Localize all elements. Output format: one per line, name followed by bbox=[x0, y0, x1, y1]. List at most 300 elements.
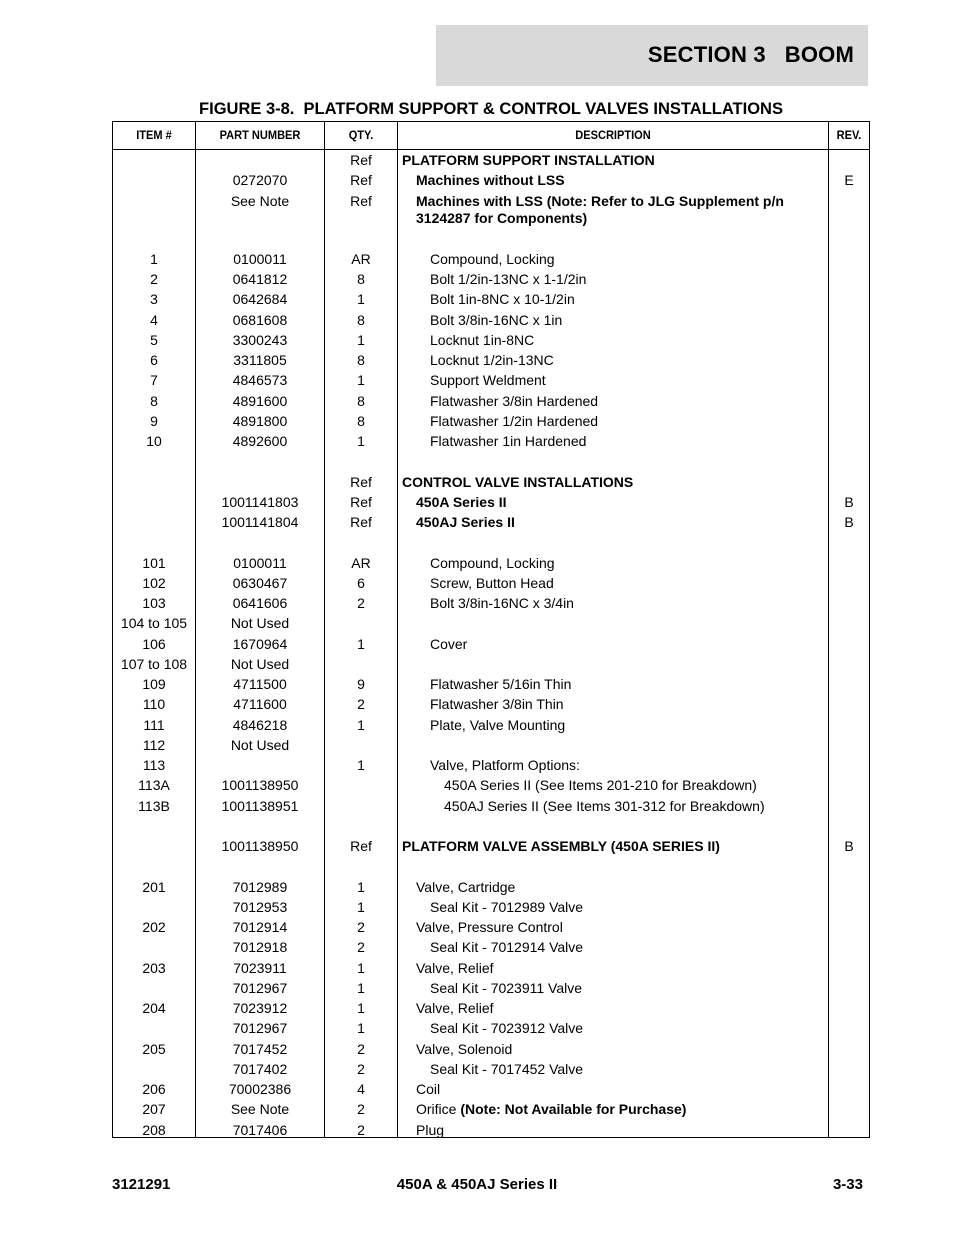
table-row bbox=[113, 1122, 869, 1142]
description-cell bbox=[400, 332, 850, 349]
part-number-cell-text: 7017402 bbox=[232, 1060, 288, 1077]
item-cell bbox=[113, 251, 195, 268]
part-number-cell bbox=[195, 1101, 325, 1118]
item-cell bbox=[113, 413, 195, 430]
description-cell-text: Machines with LSS (Note: Refer to JLG Supplement p/n 3124287 for Components) bbox=[416, 192, 784, 226]
qty-cell-text: 8 bbox=[357, 392, 365, 409]
item-cell bbox=[113, 575, 195, 592]
qty-cell bbox=[325, 291, 397, 308]
figure-title: FIGURE 3-8. PLATFORM SUPPORT & CONTROL VALVES INSTALLATIONS bbox=[199, 100, 783, 118]
item-cell bbox=[113, 656, 195, 673]
table-row bbox=[113, 960, 869, 980]
qty-cell-text: Ref bbox=[350, 514, 372, 530]
qty-cell-text: AR bbox=[351, 554, 371, 571]
qty-cell bbox=[325, 352, 397, 369]
description-cell-text: 450A Series II (See Items 201-210 for Breakdown) bbox=[444, 777, 757, 794]
part-number-cell bbox=[195, 899, 325, 916]
table-row bbox=[113, 1020, 869, 1040]
description-cell-text: Bolt 3/8in-16NC x 1in bbox=[430, 311, 563, 328]
part-number-cell-text: Not Used bbox=[230, 615, 290, 632]
table-row bbox=[113, 172, 869, 192]
qty-cell bbox=[325, 372, 397, 389]
parts-table bbox=[112, 121, 870, 1138]
rev-cell-text: B bbox=[844, 493, 854, 510]
qty-cell-text: Ref bbox=[350, 152, 372, 168]
qty-cell bbox=[325, 919, 397, 936]
item-cell bbox=[113, 717, 195, 734]
qty-cell bbox=[325, 514, 397, 531]
description-cell-text: Flatwasher 1/2in Hardened bbox=[430, 412, 599, 429]
part-number-cell-text: 1001138950 bbox=[221, 838, 299, 854]
part-number-cell-text: 7012918 bbox=[232, 939, 288, 956]
item-cell bbox=[113, 1000, 195, 1017]
item-cell-text: 3 bbox=[150, 291, 158, 308]
qty-cell-text: AR bbox=[351, 250, 371, 267]
description-cell-text: Orifice bbox=[416, 1101, 461, 1118]
item-cell-text: 106 bbox=[142, 635, 166, 652]
part-number-cell bbox=[195, 393, 325, 410]
description-cell bbox=[400, 372, 850, 389]
part-number-cell bbox=[195, 312, 325, 329]
part-number-cell bbox=[195, 919, 325, 936]
description-cell bbox=[400, 1101, 836, 1118]
part-number-cell bbox=[195, 514, 325, 531]
qty-cell bbox=[325, 899, 397, 916]
qty-cell bbox=[325, 939, 397, 956]
part-number-cell-text: 4846218 bbox=[232, 716, 288, 733]
qty-cell bbox=[325, 172, 397, 189]
table-row bbox=[113, 474, 869, 494]
description-cell-text: Bolt 3/8in-16NC x 3/4in bbox=[430, 595, 574, 611]
description-cell-text: Flatwasher 1in Hardened bbox=[430, 433, 587, 449]
qty-cell bbox=[325, 555, 397, 572]
qty-cell bbox=[325, 152, 397, 169]
part-number-cell-text: 0100011 bbox=[233, 554, 287, 571]
item-cell bbox=[113, 271, 195, 288]
description-cell-text: Valve, Solenoid bbox=[416, 1040, 513, 1057]
description-cell-text: Flatwasher 3/8in Thin bbox=[430, 696, 564, 713]
description-cell bbox=[400, 676, 850, 693]
item-cell bbox=[113, 352, 195, 369]
description-cell-text: Seal Kit - 7012989 Valve bbox=[430, 898, 584, 915]
qty-cell-text: 1 bbox=[357, 635, 365, 652]
item-cell bbox=[113, 636, 195, 653]
description-cell-text: Seal Kit - 7023912 Valve bbox=[430, 1020, 584, 1037]
description-cell-text: Compound, Locking bbox=[430, 250, 555, 267]
qty-cell-text: Ref bbox=[350, 838, 372, 854]
description-cell bbox=[400, 271, 850, 288]
description-cell-text: Bolt 1in-8NC x 10-1/2in bbox=[430, 291, 575, 308]
rev-cell bbox=[829, 172, 869, 189]
qty-cell-text: 1 bbox=[357, 979, 365, 996]
part-number-cell-text: Not Used bbox=[230, 736, 290, 753]
part-number-cell-text: 4846573 bbox=[232, 372, 288, 389]
rev-cell-text: E bbox=[844, 172, 854, 189]
description-cell bbox=[400, 152, 822, 169]
table-row bbox=[113, 1081, 869, 1101]
part-number-cell bbox=[195, 939, 325, 956]
description-cell bbox=[400, 172, 836, 189]
description-cell-text: PLATFORM SUPPORT INSTALLATION bbox=[402, 152, 655, 168]
part-number-cell-text: 0272070 bbox=[232, 172, 288, 189]
description-cell bbox=[400, 575, 850, 592]
item-cell-text: 10 bbox=[146, 433, 162, 449]
item-cell bbox=[113, 798, 195, 815]
header-description: DESCRIPTION bbox=[575, 128, 651, 142]
table-row bbox=[113, 575, 869, 595]
part-number-cell-text: 1001138950 bbox=[221, 777, 299, 794]
table-row bbox=[113, 1000, 869, 1020]
qty-cell-text: 2 bbox=[357, 696, 365, 713]
description-cell bbox=[400, 555, 850, 572]
part-number-cell-text: 4892600 bbox=[232, 433, 288, 449]
part-number-cell-text: 0641812 bbox=[232, 271, 288, 287]
description-cell bbox=[400, 474, 822, 491]
table-row bbox=[113, 534, 869, 554]
item-cell bbox=[113, 595, 195, 612]
qty-cell-text: 1 bbox=[357, 898, 365, 915]
part-number-cell-text: 4711500 bbox=[233, 676, 287, 692]
part-number-cell-text: 4891800 bbox=[232, 412, 288, 429]
table-row bbox=[113, 251, 869, 271]
part-number-cell bbox=[195, 717, 325, 734]
part-number-cell bbox=[195, 636, 325, 653]
table-row bbox=[113, 899, 869, 919]
item-cell-text: 102 bbox=[142, 574, 166, 591]
part-number-cell bbox=[195, 372, 325, 389]
description-cell bbox=[400, 939, 850, 956]
table-row bbox=[113, 615, 869, 635]
table-row bbox=[113, 271, 869, 291]
item-cell bbox=[113, 1122, 195, 1139]
description-cell bbox=[400, 919, 836, 936]
part-number-cell bbox=[195, 193, 325, 210]
description-cell-text: Valve, Platform Options: bbox=[430, 757, 580, 773]
item-cell-text: 4 bbox=[150, 311, 158, 328]
qty-cell-text: 1 bbox=[357, 291, 365, 308]
qty-cell-text: 8 bbox=[357, 412, 365, 429]
description-cell-text: Flatwasher 3/8in Hardened bbox=[430, 392, 599, 409]
qty-cell bbox=[325, 636, 397, 653]
qty-cell-text: 1 bbox=[357, 757, 365, 773]
item-cell-text: 205 bbox=[142, 1040, 166, 1057]
item-cell bbox=[113, 1101, 195, 1118]
table-row bbox=[113, 656, 869, 676]
table-row bbox=[113, 1101, 869, 1121]
description-cell bbox=[400, 1000, 836, 1017]
qty-cell-text: 1 bbox=[357, 959, 365, 976]
qty-cell bbox=[325, 717, 397, 734]
part-number-cell-text: 7017406 bbox=[232, 1121, 288, 1138]
header-rev: REV. bbox=[836, 128, 862, 142]
table-row bbox=[113, 494, 869, 514]
part-number-cell-text: 70002386 bbox=[228, 1081, 292, 1097]
qty-cell-text: 1 bbox=[357, 878, 365, 895]
item-cell bbox=[113, 312, 195, 329]
part-number-cell-text: 3311805 bbox=[233, 352, 287, 368]
section-header-box bbox=[436, 25, 868, 86]
qty-cell bbox=[325, 1020, 397, 1037]
part-number-cell-text: 0630467 bbox=[232, 574, 288, 591]
description-cell-text: 450AJ Series II bbox=[416, 514, 515, 530]
table-row bbox=[113, 453, 869, 473]
table-row bbox=[113, 332, 869, 352]
qty-cell-text: 8 bbox=[357, 311, 365, 328]
qty-cell-text: Ref bbox=[350, 473, 372, 490]
table-row bbox=[113, 798, 869, 818]
item-cell bbox=[113, 757, 195, 774]
table-row bbox=[113, 737, 869, 757]
description-cell-text: Valve, Relief bbox=[416, 1000, 494, 1016]
item-cell-text: 113B bbox=[138, 797, 170, 814]
table-row bbox=[113, 939, 869, 959]
qty-cell bbox=[325, 393, 397, 410]
qty-cell bbox=[325, 474, 397, 491]
item-cell bbox=[113, 737, 195, 754]
description-cell bbox=[400, 838, 822, 855]
part-number-cell-text: 7023912 bbox=[232, 1000, 288, 1016]
part-number-cell bbox=[195, 575, 325, 592]
description-cell bbox=[400, 393, 850, 410]
part-number-cell bbox=[195, 1122, 325, 1139]
qty-cell-text: Ref bbox=[350, 172, 372, 189]
part-number-cell bbox=[195, 352, 325, 369]
qty-cell bbox=[325, 332, 397, 349]
qty-cell bbox=[325, 413, 397, 430]
part-number-cell bbox=[195, 960, 325, 977]
description-cell bbox=[400, 1122, 836, 1139]
description-cell bbox=[400, 960, 836, 977]
qty-cell bbox=[325, 433, 397, 450]
description-cell bbox=[400, 352, 850, 369]
qty-cell-text: 4 bbox=[357, 1081, 365, 1097]
footer-model: 450A & 450AJ Series II bbox=[396, 1176, 558, 1193]
part-number-cell-text: 7012989 bbox=[232, 878, 288, 895]
description-cell-text: CONTROL VALVE INSTALLATIONS bbox=[402, 473, 634, 490]
qty-cell-text: 2 bbox=[357, 1040, 365, 1057]
description-cell bbox=[400, 899, 850, 916]
qty-cell-text: 1 bbox=[357, 433, 365, 449]
rev-cell-text: B bbox=[844, 514, 854, 530]
part-number-cell bbox=[195, 656, 325, 673]
table-row bbox=[113, 595, 869, 615]
part-number-cell bbox=[195, 615, 325, 632]
qty-cell bbox=[325, 1041, 397, 1058]
description-cell bbox=[400, 1041, 836, 1058]
item-cell-text: 206 bbox=[142, 1081, 166, 1097]
description-cell-text: Valve, Relief bbox=[416, 959, 494, 976]
table-row bbox=[113, 777, 869, 797]
part-number-cell-text: 1001141804 bbox=[221, 514, 299, 530]
description-cell-text: Locknut 1/2in-13NC bbox=[430, 352, 554, 368]
qty-cell bbox=[325, 271, 397, 288]
description-cell-text: Coil bbox=[416, 1081, 441, 1097]
footer-doc-number: 3121291 bbox=[112, 1176, 171, 1193]
table-row bbox=[113, 636, 869, 656]
table-row bbox=[113, 514, 869, 534]
qty-cell-text: 9 bbox=[357, 676, 365, 692]
qty-cell bbox=[325, 193, 397, 210]
description-cell-text: Seal Kit - 7012914 Valve bbox=[430, 939, 584, 956]
table-row bbox=[113, 312, 869, 332]
part-number-cell bbox=[195, 291, 325, 308]
table-row bbox=[113, 193, 869, 231]
item-cell bbox=[113, 879, 195, 896]
description-cell bbox=[400, 312, 850, 329]
table-row bbox=[113, 858, 869, 878]
table-row bbox=[113, 757, 869, 777]
qty-cell-text: 2 bbox=[357, 939, 365, 956]
qty-cell-text: 2 bbox=[357, 1121, 365, 1138]
rev-cell bbox=[829, 494, 869, 511]
qty-cell-text: Ref bbox=[350, 192, 372, 209]
part-number-cell bbox=[195, 1041, 325, 1058]
description-cell-text: 450AJ Series II (See Items 301-312 for Breakdown) bbox=[444, 797, 765, 814]
item-cell bbox=[113, 1041, 195, 1058]
part-number-cell-text: 0642684 bbox=[232, 291, 288, 308]
qty-cell bbox=[325, 757, 397, 774]
part-number-cell-text: 1670964 bbox=[232, 635, 288, 652]
table-row bbox=[113, 555, 869, 575]
part-number-cell-text: 7012953 bbox=[232, 898, 288, 915]
part-number-cell bbox=[195, 555, 325, 572]
description-cell bbox=[400, 1081, 836, 1098]
rev-cell bbox=[829, 838, 869, 855]
part-number-cell-text: Not Used bbox=[230, 655, 290, 672]
table-row bbox=[113, 818, 869, 838]
part-number-cell bbox=[195, 696, 325, 713]
qty-cell-text: 1 bbox=[357, 1000, 365, 1016]
part-number-cell bbox=[195, 271, 325, 288]
table-row bbox=[113, 980, 869, 1000]
part-number-cell-text: 7012967 bbox=[232, 1020, 288, 1037]
item-cell bbox=[113, 393, 195, 410]
item-cell bbox=[113, 919, 195, 936]
item-cell bbox=[113, 291, 195, 308]
qty-cell-text: 8 bbox=[357, 271, 365, 287]
item-cell-text: 113 bbox=[142, 757, 166, 773]
description-cell bbox=[400, 980, 850, 997]
qty-cell bbox=[325, 879, 397, 896]
table-row bbox=[113, 352, 869, 372]
description-cell bbox=[400, 798, 864, 815]
item-cell bbox=[113, 433, 195, 450]
description-cell bbox=[400, 291, 850, 308]
item-cell-text: 103 bbox=[142, 595, 166, 611]
part-number-cell bbox=[195, 332, 325, 349]
qty-cell bbox=[325, 494, 397, 511]
item-cell-text: 202 bbox=[142, 919, 166, 935]
part-number-cell-text: See Note bbox=[230, 192, 290, 209]
part-number-cell-text: 0100011 bbox=[233, 250, 287, 267]
item-cell bbox=[113, 676, 195, 693]
header-divider bbox=[113, 149, 869, 150]
part-number-cell-text: 4891600 bbox=[232, 392, 288, 409]
description-cell bbox=[400, 1061, 850, 1078]
part-number-cell bbox=[195, 1000, 325, 1017]
header-item: ITEM # bbox=[136, 128, 172, 142]
item-cell bbox=[113, 1081, 195, 1098]
qty-cell bbox=[325, 595, 397, 612]
description-cell-text: Support Weldment bbox=[430, 372, 546, 389]
table-row bbox=[113, 919, 869, 939]
description-cell bbox=[400, 413, 850, 430]
part-number-cell-text: 4711600 bbox=[233, 696, 287, 713]
item-cell-text: 9 bbox=[150, 412, 158, 429]
table-row bbox=[113, 676, 869, 696]
description-cell bbox=[400, 717, 850, 734]
part-number-cell bbox=[195, 1020, 325, 1037]
qty-cell bbox=[325, 1061, 397, 1078]
description-cell bbox=[400, 595, 850, 612]
item-cell bbox=[113, 555, 195, 572]
part-number-cell-text: 7012967 bbox=[232, 979, 288, 996]
part-number-cell-text: 0681608 bbox=[232, 311, 288, 328]
item-cell-text: 203 bbox=[142, 959, 166, 976]
table-body bbox=[113, 152, 869, 1142]
qty-cell bbox=[325, 696, 397, 713]
table-row bbox=[113, 717, 869, 737]
description-cell-text: Plug bbox=[416, 1121, 445, 1138]
description-cell-text: PLATFORM VALVE ASSEMBLY (450A SERIES II) bbox=[402, 838, 720, 854]
description-cell bbox=[400, 251, 850, 268]
qty-cell-text: 1 bbox=[357, 331, 365, 348]
item-cell-text: 109 bbox=[142, 676, 166, 692]
qty-cell-text: 8 bbox=[357, 352, 365, 368]
table-row bbox=[113, 152, 869, 172]
table-row bbox=[113, 291, 869, 311]
qty-cell bbox=[325, 838, 397, 855]
item-cell-text: 104 to 105 bbox=[120, 615, 188, 632]
item-cell bbox=[113, 615, 195, 632]
item-cell-text: 5 bbox=[150, 331, 158, 348]
rev-cell-text: B bbox=[844, 838, 854, 854]
item-cell bbox=[113, 777, 195, 794]
qty-cell bbox=[325, 575, 397, 592]
part-number-cell bbox=[195, 777, 325, 794]
description-cell-text: Locknut 1in-8NC bbox=[430, 331, 535, 348]
table-row bbox=[113, 696, 869, 716]
description-cell-text: Cover bbox=[430, 635, 468, 652]
part-number-cell-text: 1001138951 bbox=[221, 797, 299, 814]
item-cell-text: 1 bbox=[150, 250, 158, 267]
description-cell bbox=[400, 514, 836, 531]
part-number-cell-text: 1001141803 bbox=[221, 493, 299, 510]
item-cell-text: 201 bbox=[142, 878, 166, 895]
description-cell-text: Valve, Cartridge bbox=[416, 878, 516, 895]
part-number-cell bbox=[195, 413, 325, 430]
table-row bbox=[113, 372, 869, 392]
description-cell bbox=[400, 696, 850, 713]
qty-cell bbox=[325, 251, 397, 268]
description-note: (Note: Not Available for Purchase) bbox=[460, 1101, 687, 1118]
part-number-cell bbox=[195, 798, 325, 815]
part-number-cell bbox=[195, 879, 325, 896]
item-cell-text: 107 to 108 bbox=[120, 655, 188, 672]
item-cell-text: 2 bbox=[150, 271, 158, 287]
table-row bbox=[113, 1041, 869, 1061]
item-cell bbox=[113, 960, 195, 977]
description-cell-text: Machines without LSS bbox=[416, 172, 565, 189]
item-cell bbox=[113, 696, 195, 713]
description-cell bbox=[400, 193, 836, 227]
description-cell bbox=[400, 777, 864, 794]
part-number-cell bbox=[195, 1081, 325, 1098]
qty-cell-text: 1 bbox=[357, 716, 365, 733]
qty-cell-text: 1 bbox=[357, 1020, 365, 1037]
part-number-cell bbox=[195, 172, 325, 189]
qty-cell bbox=[325, 1122, 397, 1139]
